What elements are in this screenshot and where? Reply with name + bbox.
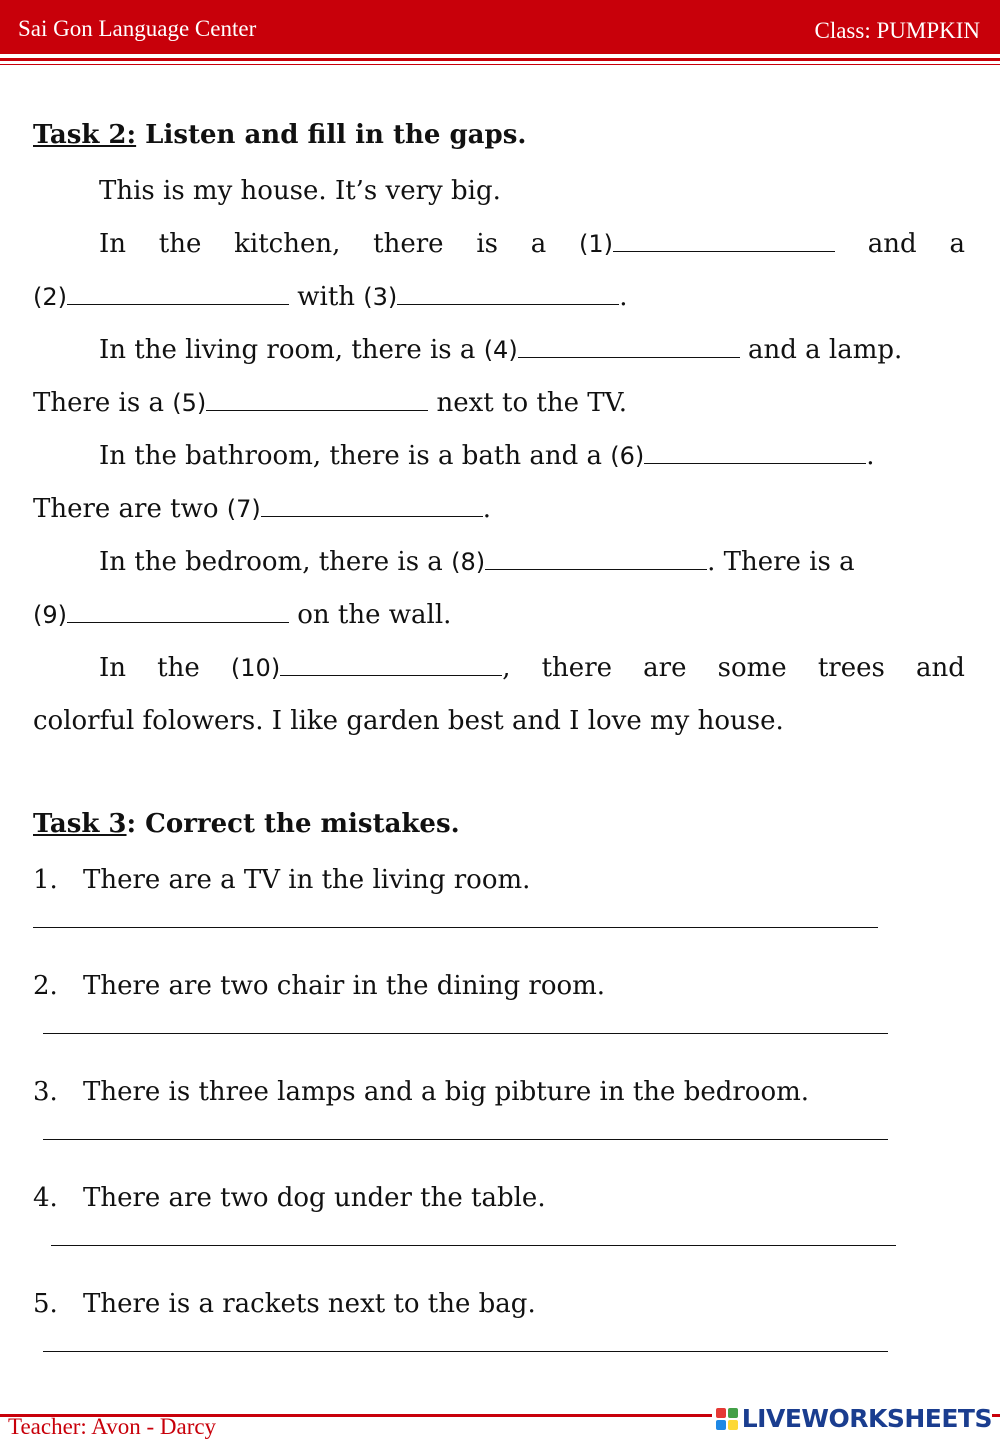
paragraph-bedroom-line2: (9) on the wall. [33,589,965,642]
list-item: 1. There are a TV in the living room. [33,865,531,895]
answer-line-2[interactable] [33,1013,965,1066]
answer-line-3[interactable] [33,1119,965,1172]
teacher-name: Teacher: Avon - Darcy [8,1414,217,1439]
class-label: Class: PUMPKIN [814,18,980,43]
paragraph-living-line2: There is a (5) next to the TV. [33,377,965,430]
task2-title: Task 2: Listen and fill in the gaps. [33,120,527,150]
gap-2-input[interactable] [67,274,289,305]
answer-line-5[interactable] [33,1331,965,1384]
gap-7-input[interactable] [261,486,483,517]
answer-line-1[interactable] [33,907,965,960]
brand-name: LIVEWORKSHEETS [741,1404,992,1433]
gap-1-input[interactable] [613,221,835,252]
gap-3-input[interactable] [397,274,619,305]
task3-title: Task 3: Correct the mistakes. [33,809,460,839]
header-divider-thin [0,64,1000,65]
gap-5-input[interactable] [206,380,428,411]
header-divider [0,58,1000,61]
gap-10-input[interactable] [280,645,502,676]
list-item: 5. There is a rackets next to the bag. [33,1289,536,1319]
paragraph-bedroom-line1: In the bedroom, there is a (8) . There is a [33,536,965,589]
paragraph-garden-line2: colorful folowers. I like garden best and I love my house. [33,706,784,736]
answer-line-4[interactable] [33,1225,965,1278]
paragraph-intro: This is my house. It’s very big. [99,176,501,206]
paragraph-living-line1: In the living room, there is a (4) and a lamp. [33,324,965,377]
gap-4-input[interactable] [518,327,740,358]
header-bar [0,0,1000,54]
list-item: 4. There are two dog under the table. [33,1183,546,1213]
gap-8-input[interactable] [485,539,707,570]
liveworksheets-logo-icon [716,1408,738,1430]
paragraph-bathroom-line2: There are two (7) . [33,483,965,536]
center-name: Sai Gon Language Center [18,16,257,41]
paragraph-garden-line1: In the (10) , there are some trees and [33,642,965,695]
list-item: 2. There are two chair in the dining room. [33,971,606,1001]
gap-6-input[interactable] [644,433,866,464]
brand-logo [712,1404,992,1433]
paragraph-bathroom-line1: In the bathroom, there is a bath and a (6) . [33,430,965,483]
worksheet-content [33,112,965,1384]
paragraph-kitchen-line2: (2) with (3) . [33,271,965,324]
paragraph-kitchen-line1: In the kitchen, there is a (1) and a [33,218,965,271]
gap-9-input[interactable] [67,592,289,623]
list-item: 3. There is three lamps and a big pibture in the bedroom. [33,1077,810,1107]
